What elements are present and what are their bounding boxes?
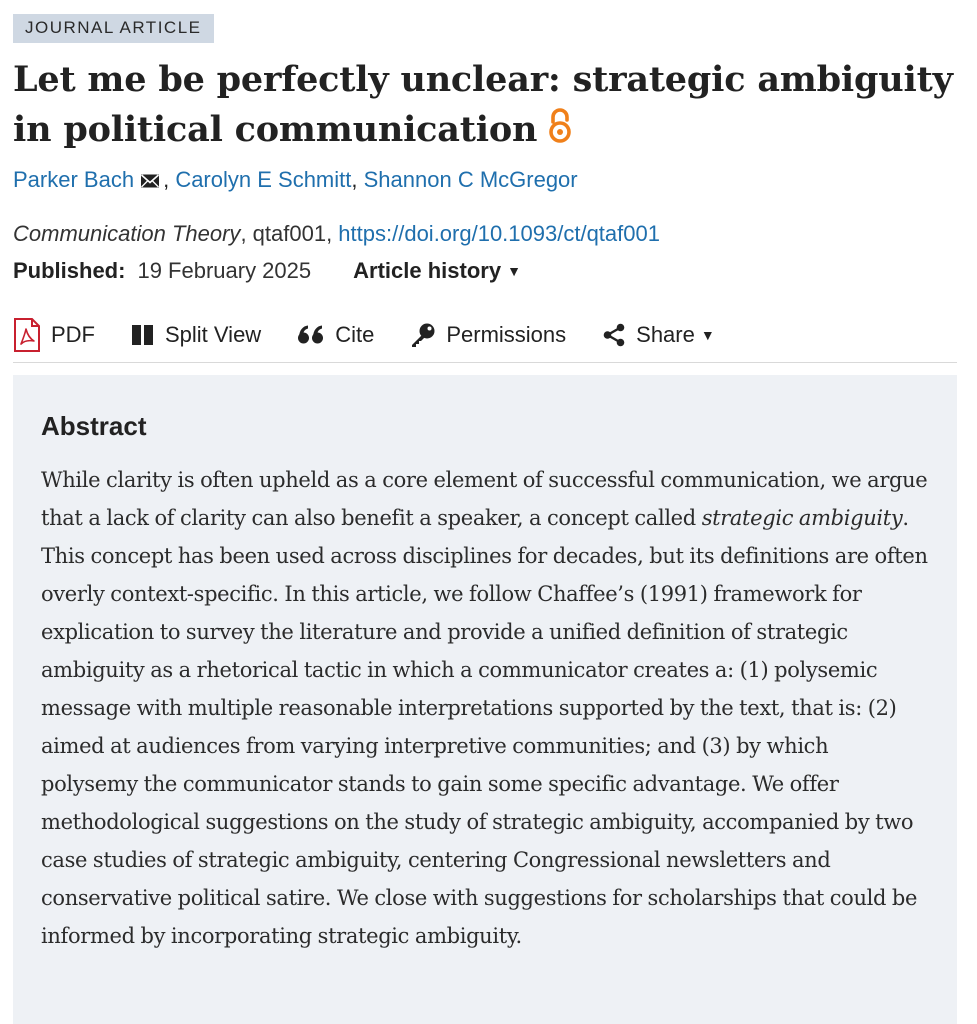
share-icon bbox=[602, 323, 626, 347]
article-type-badge: JOURNAL ARTICLE bbox=[13, 14, 214, 43]
article-id: , qtaf001, bbox=[240, 221, 339, 246]
key-icon bbox=[410, 322, 436, 348]
abstract-heading: Abstract bbox=[41, 411, 147, 441]
article-title bbox=[13, 55, 957, 155]
author-separator: , bbox=[351, 167, 358, 192]
citation-line bbox=[13, 220, 957, 248]
author-link-3[interactable]: Shannon C McGregor bbox=[363, 167, 578, 192]
abstract-text-part-1: While clarity is often upheld as a core element of successful communication, we argue that a lack of clarity can also benefit a speaker, a concept called bbox=[41, 468, 928, 530]
article-toolbar bbox=[13, 317, 957, 363]
open-access-icon bbox=[547, 108, 573, 144]
pdf-label: PDF bbox=[51, 321, 95, 347]
article-title-text: Let me be perfectly unclear: strategic ambiguity in political communication bbox=[13, 59, 953, 150]
permissions-label: Permissions bbox=[446, 321, 567, 347]
share-button[interactable] bbox=[602, 322, 715, 348]
share-label: Share bbox=[636, 321, 695, 347]
publication-info bbox=[13, 257, 957, 285]
article-history-toggle[interactable] bbox=[353, 257, 521, 285]
pdf-button[interactable] bbox=[13, 317, 95, 353]
journal-name: Communication Theory bbox=[13, 221, 241, 246]
permissions-button[interactable] bbox=[410, 322, 566, 348]
cite-button[interactable] bbox=[297, 322, 374, 348]
author-link-2[interactable]: Carolyn E Schmitt bbox=[175, 167, 352, 192]
author-separator: , bbox=[163, 167, 170, 192]
abstract-text bbox=[41, 461, 929, 955]
split-view-icon bbox=[131, 324, 155, 346]
quote-icon bbox=[297, 324, 325, 346]
published-label: Published: bbox=[13, 258, 126, 283]
abstract-section bbox=[13, 375, 957, 1024]
author-list bbox=[13, 166, 957, 194]
split-view-label: Split View bbox=[165, 321, 262, 347]
article-history-label: Article history bbox=[353, 258, 502, 283]
abstract-text-part-2: . This concept has been used across disciplines for decades, but its definitions are often overly context-specific. In this article, we follow Chaffee’s (1991) framework for explication to survey the literature and provide a unified definition of strategic ambiguity as a rhetorical tactic in which a communicator creates a: (1) polysemic message with multiple reasonable interpretations supported by the text, that is: (2) aimed at audiences from varying interpretive communities; and (3) by which polysemy the communicator stands to gain some specific advantage. We offer methodological suggestions on the study of strategic ambiguity, accompanied by two case studies of strategic ambiguity, centering Congressional newsletters and conservative political satire. We close with suggestions for scholarships that could be informed by incorporating strategic ambiguity. bbox=[41, 506, 928, 948]
email-icon[interactable] bbox=[140, 168, 160, 184]
cite-label: Cite bbox=[335, 321, 375, 347]
caret-down-icon: ▼ bbox=[507, 263, 521, 279]
published-date: 19 February 2025 bbox=[137, 258, 312, 283]
pdf-icon bbox=[13, 317, 41, 353]
doi-link[interactable]: https://doi.org/10.1093/ct/qtaf001 bbox=[338, 221, 660, 246]
author-link-1[interactable]: Parker Bach bbox=[13, 167, 135, 192]
abstract-emphasis: strategic ambiguity bbox=[701, 506, 903, 530]
caret-down-icon: ▼ bbox=[700, 326, 715, 343]
split-view-button[interactable] bbox=[131, 322, 261, 348]
